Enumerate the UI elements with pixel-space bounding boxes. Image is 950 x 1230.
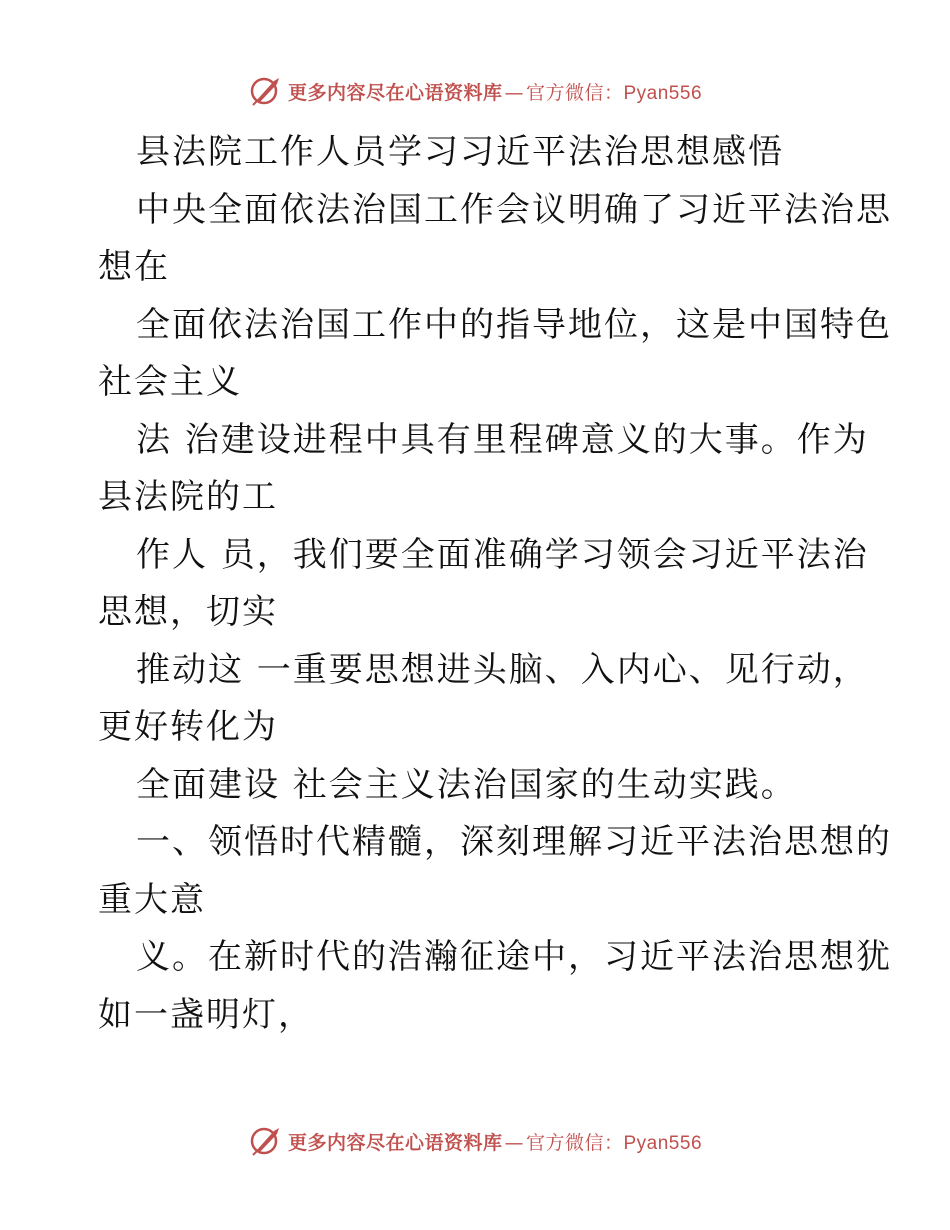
pen-logo-icon bbox=[248, 74, 284, 108]
text-line: 全面建设 社会主义法治国家的生动实践。 bbox=[136, 764, 797, 805]
text-line: 思想，切实 bbox=[98, 592, 278, 632]
document-body bbox=[98, 124, 892, 1044]
text-line: 作人 员，我们要全面准确学习领会习近平法治 bbox=[136, 534, 869, 575]
text-line: 中央全面依法治国工作会议明确了习近平法治思 bbox=[136, 189, 892, 230]
text-line: 推动这 一重要思想进头脑、入内心、见行动， bbox=[136, 649, 869, 690]
pen-logo-icon bbox=[248, 1124, 284, 1158]
text-line: 全面依法治国工作中的指导地位，这是中国特色 bbox=[136, 304, 892, 345]
watermark-text: 更多内容尽在心语资料库 — 官方微信：Pyan556 bbox=[287, 81, 703, 104]
text-line: 社会主义 bbox=[98, 362, 242, 402]
text-line: 重大意 bbox=[98, 879, 206, 920]
text-line: 法 治建设进程中具有里程碑意义的大事。作为 bbox=[136, 419, 869, 460]
text-line: 县法院的工 bbox=[98, 477, 278, 517]
header-watermark bbox=[0, 74, 950, 108]
footer-watermark bbox=[0, 1124, 950, 1158]
watermark-text: 更多内容尽在心语资料库 — 官方微信：Pyan556 bbox=[287, 1131, 703, 1154]
text-line: 一、领悟时代精髓，深刻理解习近平法治思想的 bbox=[136, 822, 892, 862]
document-title: 县法院工作人员学习习近平法治思想感悟 bbox=[136, 132, 784, 172]
text-line: 如一盏明灯， bbox=[98, 994, 314, 1035]
text-line: 更好转化为 bbox=[98, 707, 278, 747]
text-line: 想在 bbox=[98, 247, 170, 287]
text-line: 义。在新时代的浩瀚征途中，习近平法治思想犹 bbox=[136, 937, 892, 977]
